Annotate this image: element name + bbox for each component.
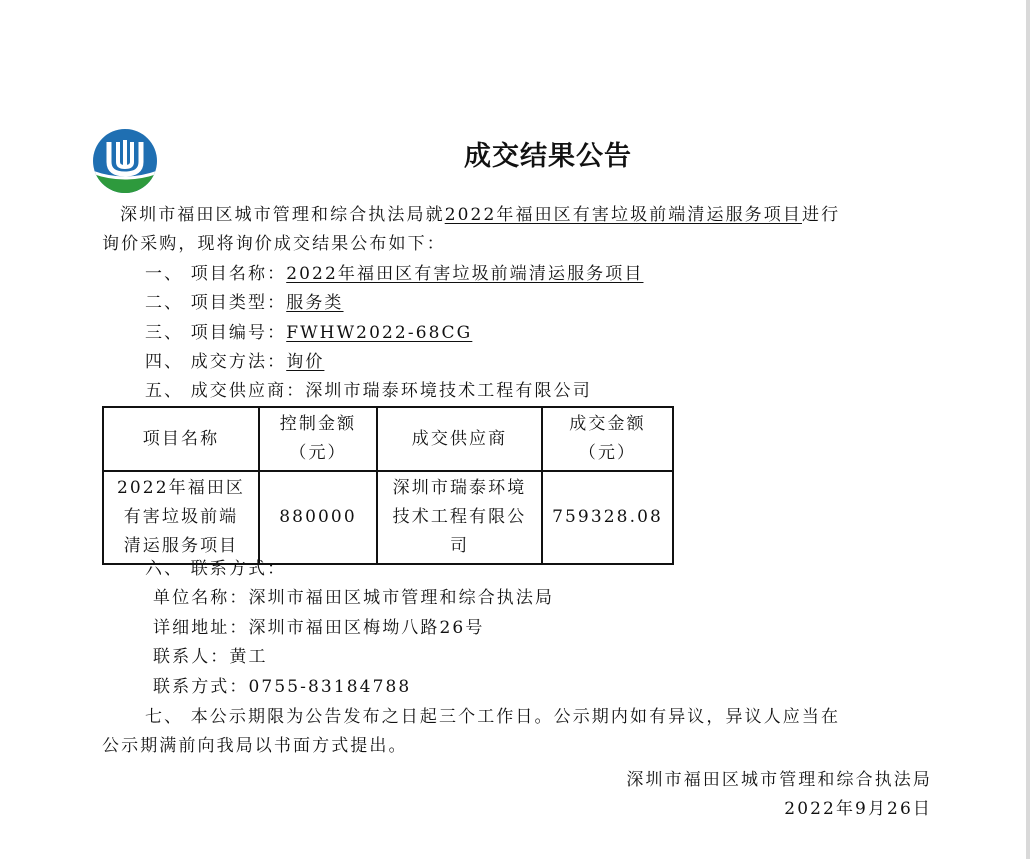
item-label: 三、 项目编号：	[145, 323, 287, 343]
contact-unit-name: 单位名称：深圳市福田区城市管理和综合执法局	[153, 588, 555, 608]
header-project-name: 项目名称	[103, 407, 259, 471]
notice-line-2: 公示期满前向我局以书面方式提出。	[102, 736, 408, 756]
intro-project-name: 2022年福田区有害垃圾前端清运服务项目	[444, 205, 802, 225]
contact-phone: 联系方式：0755-83184788	[153, 677, 412, 697]
item-deal-method	[145, 351, 324, 373]
header-supplier: 成交供应商	[377, 407, 542, 471]
item-label: 五、 成交供应商：	[145, 381, 306, 401]
item-value: 深圳市瑞泰环境技术工程有限公司	[305, 381, 592, 401]
cell-deal-amount: 759328.08	[542, 471, 673, 564]
notice-line-1: 七、 本公示期限为公告发布之日起三个工作日。公示期内如有异议，异议人应当在	[145, 707, 841, 727]
item-value: FWHW2022-68CG	[286, 323, 473, 343]
cell-project-name: 2022年福田区 有害垃圾前端 清运服务项目	[103, 471, 259, 564]
item-supplier	[145, 380, 592, 402]
item-project-number	[145, 322, 472, 344]
item-project-type	[145, 292, 344, 314]
signature-org: 深圳市福田区城市管理和综合执法局	[626, 770, 932, 790]
header-control-amount: 控制金额 （元）	[259, 407, 377, 471]
item-label: 一、 项目名称：	[145, 264, 287, 284]
table-row	[103, 471, 673, 564]
contact-heading: 六、 联系方式：	[145, 559, 287, 579]
intro-suffix: 进行	[801, 205, 841, 225]
cell-supplier: 深圳市瑞泰环境 技术工程有限公 司	[377, 471, 542, 564]
contact-address: 详细地址：深圳市福田区梅坳八路26号	[153, 618, 485, 638]
result-table	[102, 406, 674, 565]
item-value: 2022年福田区有害垃圾前端清运服务项目	[286, 264, 644, 284]
item-label: 四、 成交方法：	[145, 352, 287, 372]
item-value: 询价	[286, 352, 325, 372]
page-title: 成交结果公告	[464, 141, 632, 172]
page-edge	[1026, 0, 1030, 859]
cell-control-amount: 880000	[259, 471, 377, 564]
item-label: 二、 项目类型：	[145, 293, 287, 313]
intro-line-2: 询价采购，现将询价成交结果公布如下：	[102, 234, 446, 254]
item-project-name	[145, 263, 643, 285]
header-deal-amount: 成交金额 （元）	[542, 407, 673, 471]
table-header-row	[103, 407, 673, 471]
contact-person: 联系人：黄工	[153, 647, 268, 667]
intro-prefix: 深圳市福田区城市管理和综合执法局就	[120, 205, 445, 225]
signature-date: 2022年9月26日	[784, 799, 932, 819]
item-value: 服务类	[286, 293, 344, 313]
intro-line-1	[120, 204, 840, 226]
